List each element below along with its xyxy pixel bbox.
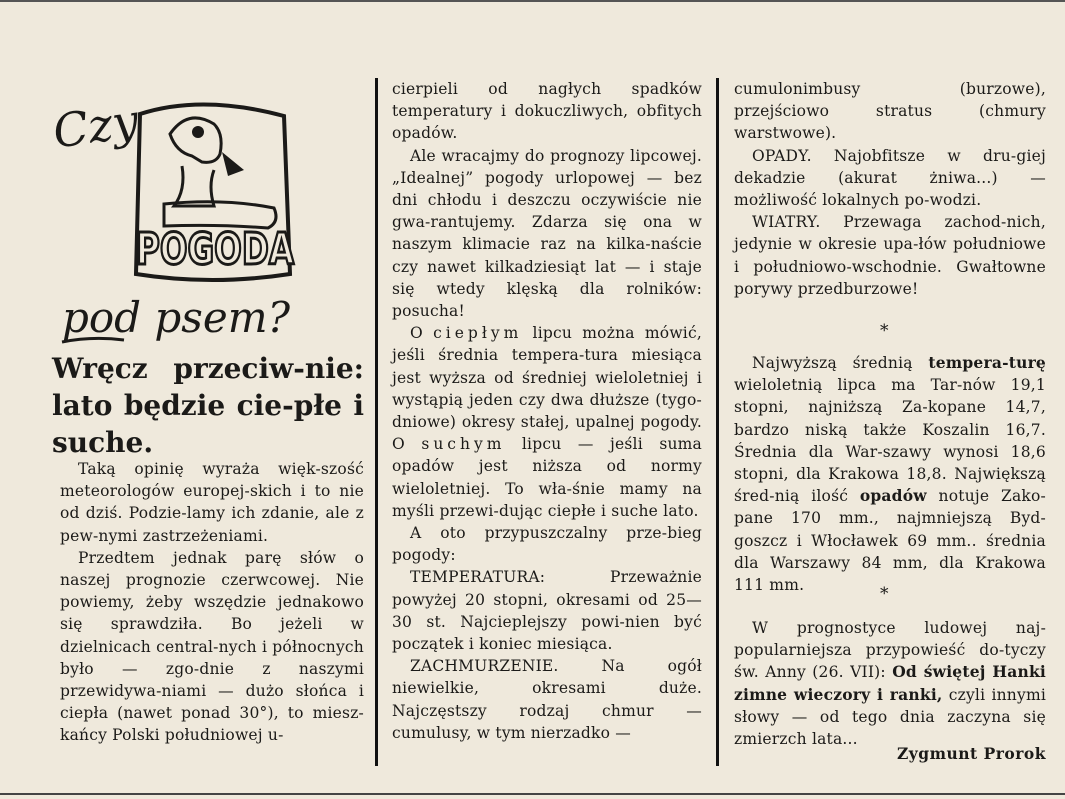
top-border [0, 0, 1065, 2]
col3-p4-temperature-bold: tempera-turę [928, 353, 1046, 372]
col3-paragraph-3 [734, 211, 1046, 300]
column-2-body [392, 78, 702, 744]
column-3-body-bottom [734, 617, 1046, 750]
logo-text-czy: Czy [49, 93, 142, 159]
col3-wiatry-text: Przewaga zachod-nich, jedynie w okresie upa-łów południowe i południowo-wschodnie. Gwałtowne porywy przedburzowe! [734, 213, 1046, 298]
col2-paragraph-2: Ale wracajmy do prognozy lipcowej. „Idealnej” pogody urlopowej — bez dni chłodu i deszczu oczywiście nie gwa-rantujemy. Zdarza się ona w naszym klimacie raz na kilka-naście czy nawet kilkadziesiąt lat — i staje się wtedy klęską dla rolników: posucha! [392, 146, 702, 321]
dog-eye [192, 126, 204, 138]
author-signature: Zygmunt Prorok [896, 744, 1046, 763]
col3-p4-rainfall-bold: opadów [859, 486, 927, 506]
column-divider-1 [375, 78, 378, 766]
column-divider-2 [716, 78, 719, 766]
col3-opady-text: Najobfitsze w dru-giej dekadzie (akurat żniwa...) — możliwość lokalnych po-wodzi. [734, 146, 1046, 210]
logo-text-pod-psem: pod psem? [62, 293, 291, 342]
col3-paragraph-1: cumulonimbusy (burzowe), przejściowo stratus (chmury warstwowe). [734, 80, 1046, 143]
col2-temperatura-heading: TEMPERATURA: [410, 568, 546, 587]
col3-paragraph-4 [734, 352, 1046, 596]
col2-p3-word-suchym: suchym [421, 435, 506, 454]
col3-paragraph-2 [734, 145, 1046, 212]
col3-opady-heading: OPADY. [752, 146, 812, 165]
headline: Wręcz przeciw-nie: lato będzie cie-płe i suche. [52, 352, 364, 459]
column-3-body-middle [734, 352, 1046, 596]
czy-pogoda-pod-psem-logo [49, 74, 322, 344]
col2-p3-post: lipcu — jeśli suma opadów jest niższa od normy wieloletniej. To wła-śnie mamy na myśli przewi-dując ciepłe i suche lato. [392, 435, 702, 520]
col2-p3-pre: O [410, 324, 434, 343]
col3-p4-e: notuje Zako-pane 170 mm., najmniejszą Byd-goszcz i Włocławek 69 mm.. średnia dla Warszawy 84 mm, dla Krakowa 111 mm. [734, 487, 1046, 595]
col2-temperatura-text: Przeważnie powyżej 20 stopni, okresami od 25—30 st. Najcieplejszy powi-nien być początek i koniec miesiąca. [392, 568, 702, 654]
col2-paragraph-5 [392, 566, 702, 655]
column-1-body [60, 458, 364, 747]
col2-p3-mid: lipcu można mówić, jeśli średnia tempera-tura miesiąca jest wyższa od średniej wieloletniej i wystąpią jeden czy dwa dłuższe (tygo-dniowe) okresy stałej, upalnej pogody. O [392, 324, 702, 454]
col3-p5-proverb-bold: Od świętej Hanki zimne wieczory i ranki, [734, 662, 1046, 704]
col3-p5-c: czyli innymi słowy — od tego dnia zaczyna się zmierzch lata... [734, 685, 1046, 749]
dog-snout [222, 152, 244, 176]
col2-paragraph-6 [392, 655, 702, 744]
col2-p3-word-cieplym: ciepłym [433, 324, 523, 343]
logo-text-pogoda: POGODA [136, 224, 294, 275]
col1-paragraph-1: Taką opinię wyraża więk-szość meteorologów europej-skich i to nie od dziś. Podzie-lamy ich zdanie, ale z pew-nymi zastrzeżeniami. [60, 460, 364, 545]
bottom-border [0, 793, 1065, 795]
col3-p5-a: W prognostyce ludowej naj-popularniejsza przypowieść do-tyczy św. Anny (26. VII): [734, 619, 1046, 682]
col2-zachmurzenie-text: Na ogół niewielkie, okresami duże. Najczęstszy rodzaj chmur — cumulusy, w tym nierzadko — [392, 657, 702, 742]
col2-paragraph-3 [392, 322, 702, 522]
section-separator-star-1: * [880, 321, 889, 341]
col2-paragraph-4: A oto przypuszczalny prze-bieg pogody: [392, 524, 702, 565]
col3-wiatry-heading: WIATRY. [752, 213, 821, 232]
col2-paragraph-1: cierpieli od nagłych spadków temperatury i dokuczliwych, obfitych opadów. [392, 80, 702, 143]
col2-zachmurzenie-heading: ZACHMURZENIE. [410, 657, 559, 676]
column-3-body-top [734, 78, 1046, 300]
dog-head [170, 118, 221, 162]
col1-paragraph-2: Przedtem jednak parę słów o naszej prognozie czerwcowej. Nie powiemy, żeby wszędzie jednakowo się sprawdziła. Bo jeżeli w dzielnicach central-nych i północnych było — zgo-dnie z naszymi przewidywa-niami — dużo słońca i ciepła (nawet ponad 30°), to miesz-kańcy Polski południowej u- [60, 548, 364, 745]
col3-paragraph-5 [734, 617, 1046, 750]
section-separator-star-2: * [880, 584, 889, 604]
col3-p4-c: wieloletnią lipca ma Tar-nów 19,1 stopni, najniższą Za-kopane 14,7, bardzo niską także Koszalin 16,7. Średnia dla War-szawy wynosi 18,6 stopni, dla Krakowa 18,8. Największą śred-nią ilość [734, 376, 1046, 506]
col3-p4-a: Najwyższą średnią [752, 354, 929, 372]
dog-neck [174, 166, 214, 206]
